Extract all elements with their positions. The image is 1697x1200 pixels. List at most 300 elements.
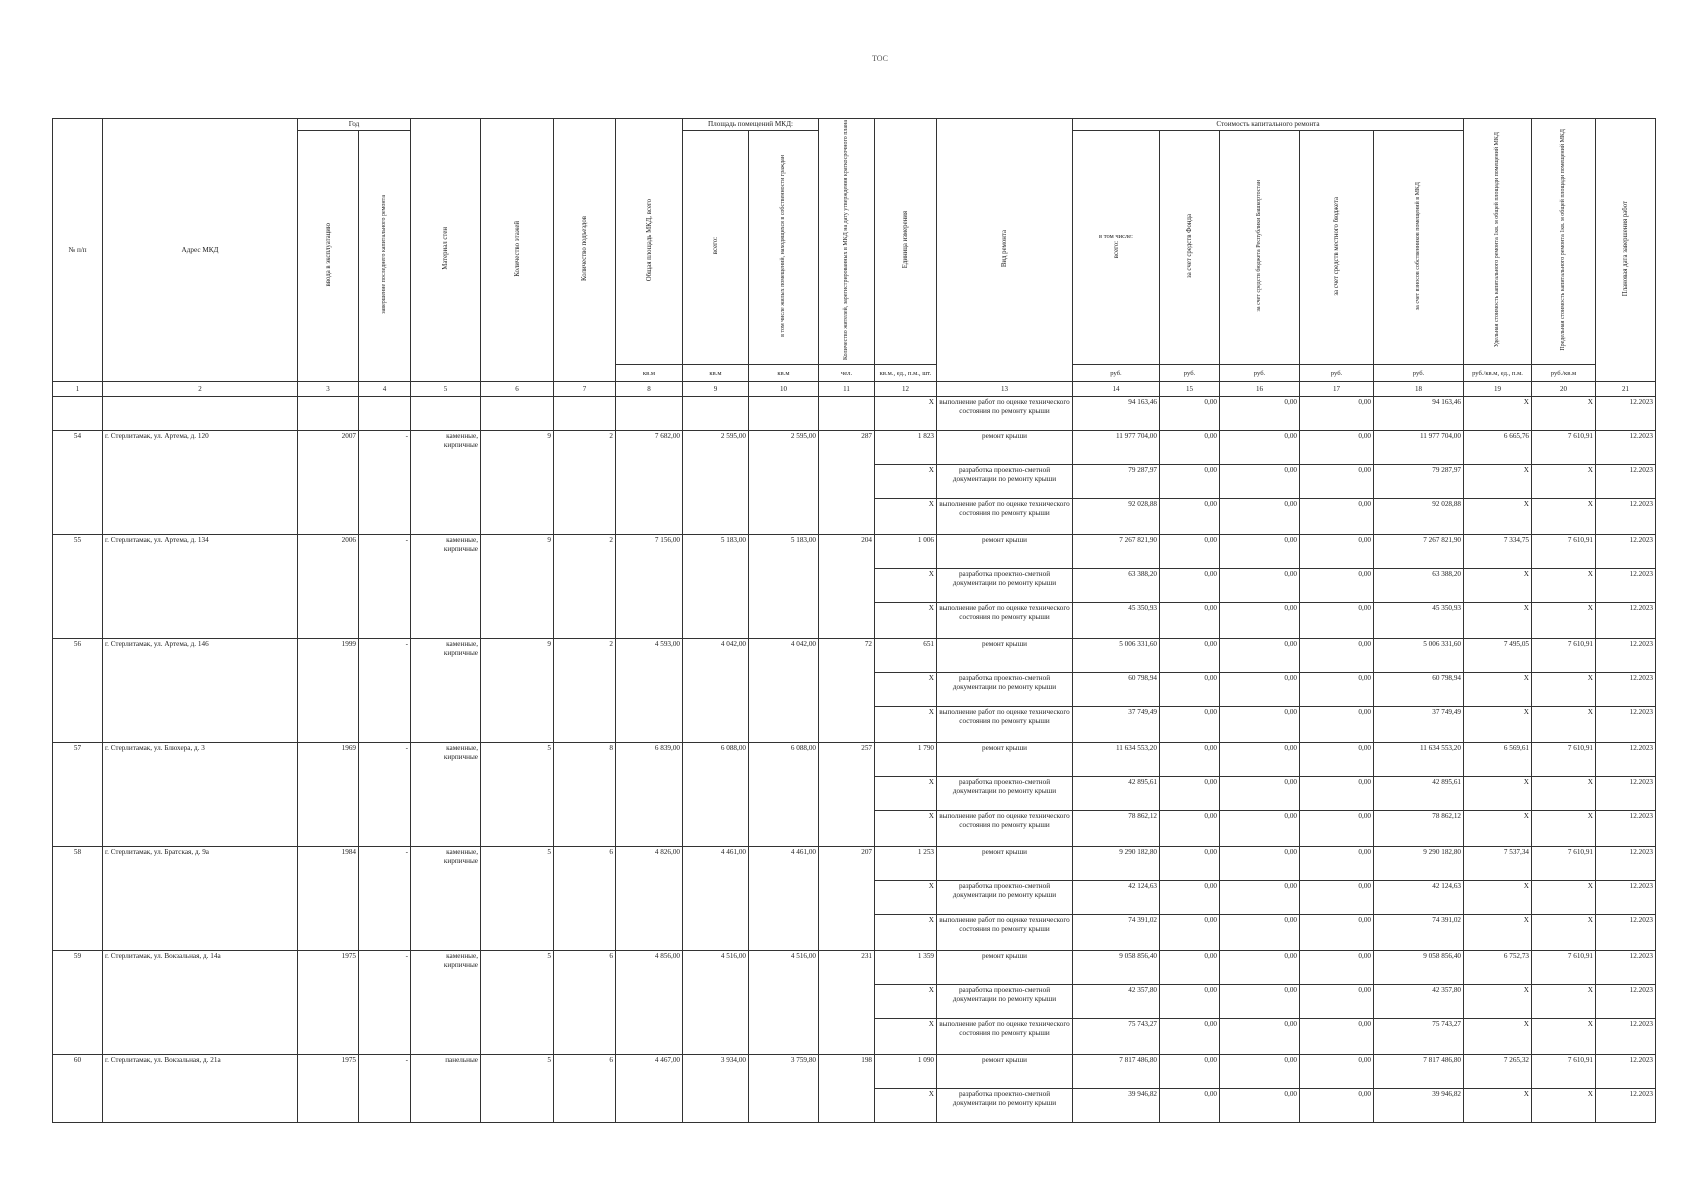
cell-cost-fund: 0,00	[1160, 951, 1220, 985]
cell-cost-fund: 0,00	[1160, 985, 1220, 1019]
cell-cost-local: 0,00	[1300, 881, 1374, 915]
cell-repair-type: ремонт крыши	[937, 1055, 1073, 1089]
hdr-cost-owners: за счет взносов собственников помещений в МКД	[1374, 131, 1464, 365]
cell-planned-date: 12.2023	[1596, 1055, 1656, 1089]
table-row	[53, 743, 1656, 777]
cell-premises-owned: 4 461,00	[749, 847, 819, 951]
cell-material: каменные, кирпичные	[411, 847, 481, 951]
hdr-cost-republic: за счет средств бюджета Республики Башкортостан	[1220, 131, 1300, 365]
cell-premises-total: 4 461,00	[683, 847, 749, 951]
cell-num: 55	[53, 535, 103, 639]
hdr-year-group: Год	[298, 119, 411, 131]
cell-residents: 198	[819, 1055, 875, 1123]
cell-cost-total: 94 163,46	[1073, 397, 1160, 431]
cell-unit: X	[875, 881, 937, 915]
hdr-year-last-repair: завершение последнего капитального ремонта	[359, 131, 411, 382]
cell-cost-owners: 92 028,88	[1374, 499, 1464, 535]
cell-year: 1999	[298, 639, 359, 743]
cell-total-area: 6 839,00	[616, 743, 683, 847]
cell-cost-local: 0,00	[1300, 499, 1374, 535]
cell-cost-owners: 11 634 553,20	[1374, 743, 1464, 777]
col-number: 16	[1220, 382, 1300, 397]
hdr-including: в том числе:	[1099, 232, 1133, 240]
cell-unit: 1 090	[875, 1055, 937, 1089]
cell-max-cost: 7 610,91	[1532, 1055, 1596, 1089]
cell-repair-type: ремонт крыши	[937, 743, 1073, 777]
cell-max-cost: X	[1532, 811, 1596, 847]
unit-cost-fund: руб.	[1160, 365, 1220, 382]
cell-premises-total: 4 516,00	[683, 951, 749, 1055]
table-row	[53, 535, 1656, 569]
cell-cost-total: 11 977 704,00	[1073, 431, 1160, 465]
cell-unit: 1 006	[875, 535, 937, 569]
cell-unit: 1 359	[875, 951, 937, 985]
cell-last-repair: -	[359, 951, 411, 1055]
cell-cost-republic: 0,00	[1220, 915, 1300, 951]
cell-planned-date: 12.2023	[1596, 915, 1656, 951]
cell-cost-fund: 0,00	[1160, 535, 1220, 569]
cell-cost-fund: 0,00	[1160, 881, 1220, 915]
cell-cost-fund: 0,00	[1160, 777, 1220, 811]
cell-cost-republic: 0,00	[1220, 431, 1300, 465]
cell-unit: X	[875, 397, 937, 431]
cell-max-cost: 7 610,91	[1532, 951, 1596, 985]
unit-premises-total: кв.м	[683, 365, 749, 382]
cell-repair-type: выполнение работ по оценке технического состояния по ремонту крыши	[937, 397, 1073, 431]
cell-num: 59	[53, 951, 103, 1055]
cell-cost-fund: 0,00	[1160, 1089, 1220, 1123]
cell-cost-local: 0,00	[1300, 673, 1374, 707]
cell-cost-total: 75 743,27	[1073, 1019, 1160, 1055]
cell-address: г. Стерлитамак, ул. Братская, д. 9а	[103, 847, 298, 951]
cell-cost-fund: 0,00	[1160, 603, 1220, 639]
cell-premises-total: 4 042,00	[683, 639, 749, 743]
cell-unit-cost: X	[1464, 465, 1532, 499]
cell-cost-fund: 0,00	[1160, 811, 1220, 847]
cell-total-area: 7 156,00	[616, 535, 683, 639]
cell-cost-owners: 75 743,27	[1374, 1019, 1464, 1055]
cell-floors: 5	[481, 847, 554, 951]
cell-repair-type: выполнение работ по оценке технического состояния по ремонту крыши	[937, 1019, 1073, 1055]
cell-premises-owned: 3 759,80	[749, 1055, 819, 1123]
hdr-wall-material: Материал стен	[411, 119, 481, 382]
hdr-premises-group: Площадь помещений МКД:	[683, 119, 819, 131]
unit-measure: кв.м., ед., п.м., шт.	[875, 365, 937, 382]
cell-planned-date: 12.2023	[1596, 881, 1656, 915]
cell-cost-total: 42 357,80	[1073, 985, 1160, 1019]
cell-max-cost: X	[1532, 1089, 1596, 1123]
cell-cost-owners: 42 124,63	[1374, 881, 1464, 915]
cell-material: каменные, кирпичные	[411, 535, 481, 639]
cell-cost-owners: 39 946,82	[1374, 1089, 1464, 1123]
cell-cost-fund: 0,00	[1160, 499, 1220, 535]
cell-last-repair: -	[359, 743, 411, 847]
col-number: 3	[298, 382, 359, 397]
cell-cost-local: 0,00	[1300, 1089, 1374, 1123]
cell-unit: 1 823	[875, 431, 937, 465]
cell-cost-total: 37 749,49	[1073, 707, 1160, 743]
cell-unit-cost: X	[1464, 777, 1532, 811]
cell-cost-fund: 0,00	[1160, 673, 1220, 707]
cell-repair-type: ремонт крыши	[937, 951, 1073, 985]
cell-num: 56	[53, 639, 103, 743]
cell-unit-cost: X	[1464, 707, 1532, 743]
cell-cost-owners: 9 290 182,80	[1374, 847, 1464, 881]
cell-residents: 72	[819, 639, 875, 743]
cell-floors: 5	[481, 1055, 554, 1123]
unit-cost-local: руб.	[1300, 365, 1374, 382]
cell-planned-date: 12.2023	[1596, 985, 1656, 1019]
col-number: 19	[1464, 382, 1532, 397]
cell-unit: X	[875, 673, 937, 707]
cell-cost-total: 5 006 331,60	[1073, 639, 1160, 673]
cell-cost-republic: 0,00	[1220, 465, 1300, 499]
cell-cost-local: 0,00	[1300, 707, 1374, 743]
hdr-cost-fund: за счет средств Фонда	[1160, 131, 1220, 365]
hdr-premises-total: всего:	[683, 131, 749, 365]
unit-total-area: кв.м	[616, 365, 683, 382]
cell-cost-local: 0,00	[1300, 1019, 1374, 1055]
cell-unit: X	[875, 569, 937, 603]
col-number: 4	[359, 382, 411, 397]
col-number: 7	[554, 382, 616, 397]
cell-entrances: 8	[554, 743, 616, 847]
cell-max-cost: 7 610,91	[1532, 535, 1596, 569]
table-row	[53, 431, 1656, 465]
cell-cost-local: 0,00	[1300, 743, 1374, 777]
cell-year: 1984	[298, 847, 359, 951]
col-number: 13	[937, 382, 1073, 397]
cell-cost-local: 0,00	[1300, 985, 1374, 1019]
cell-material: каменные, кирпичные	[411, 951, 481, 1055]
hdr-unit: Единица измерения	[875, 119, 937, 365]
cell-unit-cost: 7 537,34	[1464, 847, 1532, 881]
cell-unit: X	[875, 915, 937, 951]
cell-num: 60	[53, 1055, 103, 1123]
cell-unit-cost: 7 265,32	[1464, 1055, 1532, 1089]
cell-year: 1975	[298, 1055, 359, 1123]
cell-floors: 5	[481, 951, 554, 1055]
page-number: ТОС	[872, 54, 888, 63]
cell-repair-type: ремонт крыши	[937, 847, 1073, 881]
cell-cost-total: 63 388,20	[1073, 569, 1160, 603]
cell-cost-total: 45 350,93	[1073, 603, 1160, 639]
cell-cost-owners: 74 391,02	[1374, 915, 1464, 951]
cell-material: панельные	[411, 1055, 481, 1123]
cell-unit: X	[875, 1019, 937, 1055]
cell-repair-type: разработка проектно-сметной документации по ремонту крыши	[937, 569, 1073, 603]
col-number: 8	[616, 382, 683, 397]
cell-residents: 207	[819, 847, 875, 951]
cell-cost-local: 0,00	[1300, 811, 1374, 847]
cell-total-area: 7 682,00	[616, 431, 683, 535]
cell-total-area: 4 856,00	[616, 951, 683, 1055]
cell-planned-date: 12.2023	[1596, 639, 1656, 673]
cell-unit-cost: X	[1464, 881, 1532, 915]
capital-repair-table	[52, 118, 1656, 1123]
cell-floors: 9	[481, 535, 554, 639]
cell-cost-fund: 0,00	[1160, 431, 1220, 465]
cell-max-cost: X	[1532, 707, 1596, 743]
cell-unit-cost: X	[1464, 499, 1532, 535]
cell-cost-local: 0,00	[1300, 777, 1374, 811]
cell-cost-owners: 11 977 704,00	[1374, 431, 1464, 465]
cell-cost-owners: 37 749,49	[1374, 707, 1464, 743]
hdr-cost-group: Стоимость капитального ремонта	[1073, 119, 1464, 131]
cell-cost-republic: 0,00	[1220, 1055, 1300, 1089]
cell-cost-fund: 0,00	[1160, 1019, 1220, 1055]
cell-cost-republic: 0,00	[1220, 603, 1300, 639]
cell-planned-date: 12.2023	[1596, 569, 1656, 603]
unit-residents: чел.	[819, 365, 875, 382]
cell-premises-total: 6 088,00	[683, 743, 749, 847]
table-row	[53, 951, 1656, 985]
cell-address: г. Стерлитамак, ул. Артема, д. 120	[103, 431, 298, 535]
unit-cost-total: руб.	[1073, 365, 1160, 382]
hdr-num: № п/п	[53, 119, 103, 382]
cell-cost-owners: 7 817 486,80	[1374, 1055, 1464, 1089]
cell-address: г. Стерлитамак, ул. Артема, д. 134	[103, 535, 298, 639]
cell-total-area: 4 467,00	[616, 1055, 683, 1123]
col-number: 21	[1596, 382, 1656, 397]
cell-cost-local: 0,00	[1300, 431, 1374, 465]
cell-cost-local: 0,00	[1300, 603, 1374, 639]
cell-cost-republic: 0,00	[1220, 1089, 1300, 1123]
cell-cost-owners: 94 163,46	[1374, 397, 1464, 431]
cell-unit-cost: X	[1464, 915, 1532, 951]
cell-cost-total: 7 267 821,90	[1073, 535, 1160, 569]
cell-cost-owners: 63 388,20	[1374, 569, 1464, 603]
cell-repair-type: выполнение работ по оценке технического состояния по ремонту крыши	[937, 811, 1073, 847]
cell-cost-total: 9 058 856,40	[1073, 951, 1160, 985]
cell-planned-date: 12.2023	[1596, 535, 1656, 569]
cell-repair-type: разработка проектно-сметной документации по ремонту крыши	[937, 985, 1073, 1019]
cell-address: г. Стерлитамак, ул. Блюхера, д. 3	[103, 743, 298, 847]
cell-entrances: 2	[554, 535, 616, 639]
table-body	[53, 397, 1656, 1123]
cell-repair-type: выполнение работ по оценке технического состояния по ремонту крыши	[937, 499, 1073, 535]
cell-cost-republic: 0,00	[1220, 673, 1300, 707]
cell-num: 58	[53, 847, 103, 951]
cell-premises-owned: 2 595,00	[749, 431, 819, 535]
cell-cost-local: 0,00	[1300, 535, 1374, 569]
cell-planned-date: 12.2023	[1596, 673, 1656, 707]
col-number: 2	[103, 382, 298, 397]
cell-unit-cost: 6 665,76	[1464, 431, 1532, 465]
cell-year: 2006	[298, 535, 359, 639]
cell-cost-local: 0,00	[1300, 951, 1374, 985]
cell-floors: 5	[481, 743, 554, 847]
hdr-premises-owned: в том числе жилых помещений, находящихся в собственности граждан	[749, 131, 819, 365]
cell-entrances: 6	[554, 847, 616, 951]
cell-repair-type: выполнение работ по оценке технического состояния по ремонту крыши	[937, 915, 1073, 951]
hdr-repair-type: Вид ремонта	[937, 119, 1073, 382]
hdr-total-area: Общая площадь МКД, всего	[616, 119, 683, 365]
cell-entrances: 6	[554, 1055, 616, 1123]
cell-max-cost: X	[1532, 569, 1596, 603]
cell-cost-total: 7 817 486,80	[1073, 1055, 1160, 1089]
cell-cost-owners: 78 862,12	[1374, 811, 1464, 847]
cell-cost-fund: 0,00	[1160, 569, 1220, 603]
cell-num: 57	[53, 743, 103, 847]
cell-repair-type: ремонт крыши	[937, 431, 1073, 465]
cell-year: 1975	[298, 951, 359, 1055]
cell-repair-type: ремонт крыши	[937, 639, 1073, 673]
cell-last-repair: -	[359, 639, 411, 743]
cell-residents: 287	[819, 431, 875, 535]
cell-cost-republic: 0,00	[1220, 743, 1300, 777]
hdr-unit-cost: Удельная стоимость капитального ремонта 1кв. м общей площади помещений МКД	[1464, 119, 1532, 365]
cell-unit-cost: X	[1464, 1089, 1532, 1123]
cell-unit: X	[875, 603, 937, 639]
col-number: 9	[683, 382, 749, 397]
cell-max-cost: 7 610,91	[1532, 743, 1596, 777]
cell-max-cost: X	[1532, 603, 1596, 639]
col-number: 1	[53, 382, 103, 397]
cell-repair-type: выполнение работ по оценке технического состояния по ремонту крыши	[937, 603, 1073, 639]
cell-cost-owners: 42 357,80	[1374, 985, 1464, 1019]
cell-cost-republic: 0,00	[1220, 569, 1300, 603]
cell-cost-republic: 0,00	[1220, 951, 1300, 985]
cell-cost-local: 0,00	[1300, 397, 1374, 431]
cell-cost-fund: 0,00	[1160, 915, 1220, 951]
cell-unit: X	[875, 1089, 937, 1123]
cell-unit-cost: X	[1464, 673, 1532, 707]
col-number: 18	[1374, 382, 1464, 397]
cell-cost-republic: 0,00	[1220, 811, 1300, 847]
cell-cost-local: 0,00	[1300, 465, 1374, 499]
cell-premises-total: 2 595,00	[683, 431, 749, 535]
cell-cost-republic: 0,00	[1220, 499, 1300, 535]
cell-cost-total: 42 895,61	[1073, 777, 1160, 811]
cell-total-area: 4 593,00	[616, 639, 683, 743]
cell-unit: 1 253	[875, 847, 937, 881]
cell-premises-owned: 4 042,00	[749, 639, 819, 743]
cell-repair-type: разработка проектно-сметной документации по ремонту крыши	[937, 673, 1073, 707]
cell-residents: 231	[819, 951, 875, 1055]
cell-max-cost: X	[1532, 881, 1596, 915]
cell-cost-owners: 60 798,94	[1374, 673, 1464, 707]
cell-planned-date: 12.2023	[1596, 847, 1656, 881]
hdr-residents: Количество жителей, зарегистрированных в МКД на дату утверждения краткосрочного плана	[819, 119, 875, 365]
cell-unit-cost: 6 752,73	[1464, 951, 1532, 985]
cell-floors: 9	[481, 639, 554, 743]
cell-cost-republic: 0,00	[1220, 397, 1300, 431]
cell-premises-total: 5 183,00	[683, 535, 749, 639]
cell-unit-cost: 6 569,61	[1464, 743, 1532, 777]
cell-repair-type: разработка проектно-сметной документации по ремонту крыши	[937, 881, 1073, 915]
cell-cost-republic: 0,00	[1220, 1019, 1300, 1055]
cell-cost-republic: 0,00	[1220, 535, 1300, 569]
cell-cost-republic: 0,00	[1220, 985, 1300, 1019]
cell-unit-cost: 7 495,05	[1464, 639, 1532, 673]
hdr-cost-local: за счет средств местного бюджета	[1300, 131, 1374, 365]
cell-cost-fund: 0,00	[1160, 847, 1220, 881]
cell-premises-owned: 6 088,00	[749, 743, 819, 847]
hdr-max-cost: Предельная стоимость капитального ремонта 1кв. м общей площади помещений МКД	[1532, 119, 1596, 365]
cell-cost-republic: 0,00	[1220, 707, 1300, 743]
cell-unit: X	[875, 777, 937, 811]
table-row	[53, 639, 1656, 673]
cell-planned-date: 12.2023	[1596, 743, 1656, 777]
cell-cost-total: 60 798,94	[1073, 673, 1160, 707]
cell-planned-date: 12.2023	[1596, 465, 1656, 499]
col-number: 15	[1160, 382, 1220, 397]
unit-cost-republic: руб.	[1220, 365, 1300, 382]
cell-floors: 9	[481, 431, 554, 535]
cell-planned-date: 12.2023	[1596, 431, 1656, 465]
cell-planned-date: 12.2023	[1596, 1019, 1656, 1055]
col-number: 10	[749, 382, 819, 397]
hdr-planned-date: Плановая дата завершения работ	[1596, 119, 1656, 382]
cell-cost-total: 39 946,82	[1073, 1089, 1160, 1123]
unit-unit-cost: руб./кв.м, ед., п.м.	[1464, 365, 1532, 382]
cell-address: г. Стерлитамак, ул. Вокзальная, д. 14а	[103, 951, 298, 1055]
hdr-year-commission: ввода в эксплуатацию	[298, 131, 359, 382]
hdr-entrances: Количество подъездов	[554, 119, 616, 382]
cell-cost-local: 0,00	[1300, 569, 1374, 603]
cell-unit-cost: X	[1464, 985, 1532, 1019]
cell-unit: X	[875, 499, 937, 535]
cell-last-repair: -	[359, 1055, 411, 1123]
unit-max-cost: руб./кв.м	[1532, 365, 1596, 382]
cell-cost-owners: 7 267 821,90	[1374, 535, 1464, 569]
cell-repair-type: разработка проектно-сметной документации по ремонту крыши	[937, 777, 1073, 811]
cell-unit: 1 790	[875, 743, 937, 777]
hdr-floors: Количество этажей	[481, 119, 554, 382]
cell-cost-total: 9 290 182,80	[1073, 847, 1160, 881]
cell-max-cost: X	[1532, 1019, 1596, 1055]
cell-repair-type: выполнение работ по оценке технического состояния по ремонту крыши	[937, 707, 1073, 743]
cell-max-cost: X	[1532, 915, 1596, 951]
cell-unit: 651	[875, 639, 937, 673]
col-number: 17	[1300, 382, 1374, 397]
cell-repair-type: разработка проектно-сметной документации по ремонту крыши	[937, 465, 1073, 499]
cell-repair-type: ремонт крыши	[937, 535, 1073, 569]
cell-cost-republic: 0,00	[1220, 881, 1300, 915]
table-row	[53, 1055, 1656, 1089]
cell-unit-cost: X	[1464, 1019, 1532, 1055]
cell-material: каменные, кирпичные	[411, 743, 481, 847]
unit-cost-owners: руб.	[1374, 365, 1464, 382]
cell-unit-cost: X	[1464, 569, 1532, 603]
col-number: 20	[1532, 382, 1596, 397]
cell-unit-cost: X	[1464, 603, 1532, 639]
cell-cost-owners: 9 058 856,40	[1374, 951, 1464, 985]
cell-cost-owners: 42 895,61	[1374, 777, 1464, 811]
cell-cost-owners: 5 006 331,60	[1374, 639, 1464, 673]
cell-cost-total: 42 124,63	[1073, 881, 1160, 915]
continuation-row	[53, 397, 1656, 431]
cell-last-repair: -	[359, 847, 411, 951]
cell-max-cost: X	[1532, 499, 1596, 535]
cell-cost-republic: 0,00	[1220, 777, 1300, 811]
cell-planned-date: 12.2023	[1596, 707, 1656, 743]
hdr-cost-total: в том числе: всего:	[1073, 131, 1160, 365]
cell-planned-date: 12.2023	[1596, 603, 1656, 639]
cell-premises-owned: 5 183,00	[749, 535, 819, 639]
cell-planned-date: 12.2023	[1596, 397, 1656, 431]
cell-address: г. Стерлитамак, ул. Артема, д. 146	[103, 639, 298, 743]
cell-entrances: 2	[554, 431, 616, 535]
cell-cost-local: 0,00	[1300, 639, 1374, 673]
cell-max-cost: X	[1532, 985, 1596, 1019]
cell-unit: X	[875, 811, 937, 847]
col-number: 12	[875, 382, 937, 397]
cell-planned-date: 12.2023	[1596, 1089, 1656, 1123]
cell-planned-date: 12.2023	[1596, 777, 1656, 811]
cell-unit: X	[875, 465, 937, 499]
